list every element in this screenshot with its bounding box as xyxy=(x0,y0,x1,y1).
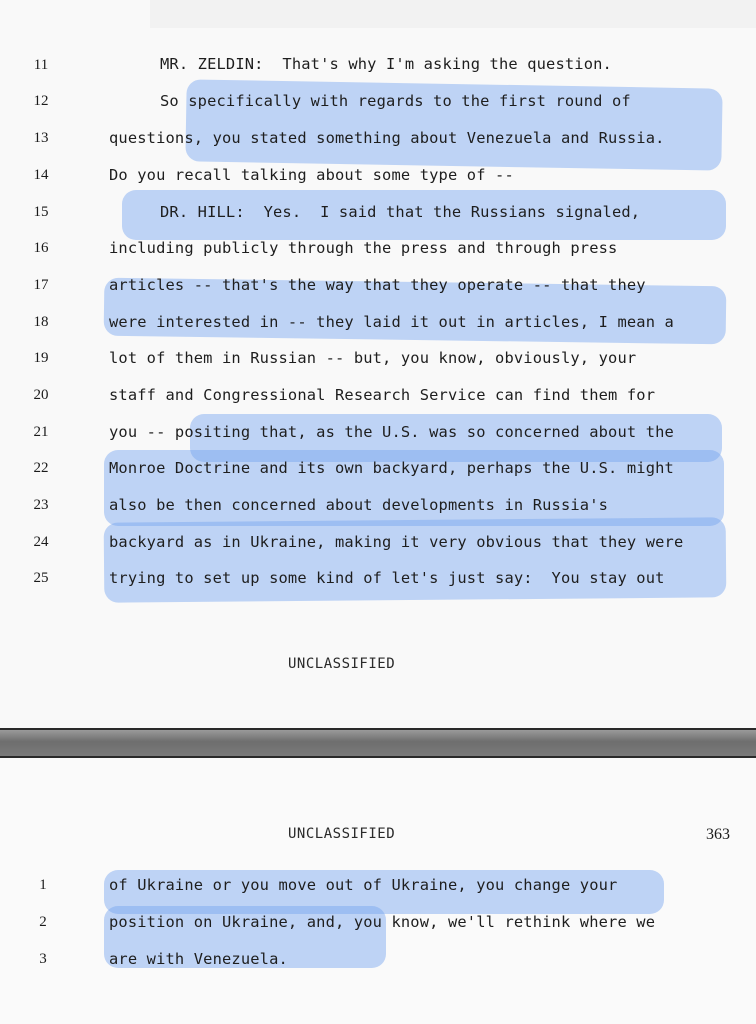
transcript-line: were interested in -- they laid it out in articles, I mean a xyxy=(109,313,674,331)
classification-footer: UNCLASSIFIED xyxy=(288,656,396,672)
transcript-line: MR. ZELDIN: That's why I'm asking the question. xyxy=(160,55,612,73)
transcript-line: trying to set up some kind of let's just say: You stay out xyxy=(109,569,665,587)
line-number: 21 xyxy=(33,424,49,440)
page-number: 363 xyxy=(706,826,730,843)
page-divider xyxy=(0,728,756,758)
line-number: 12 xyxy=(33,93,49,109)
line-number: 23 xyxy=(33,497,49,513)
transcript-line: staff and Congressional Research Service can find them for xyxy=(109,386,656,404)
transcript-line: you -- positing that, as the U.S. was so concerned about the xyxy=(109,423,674,441)
transcript-line: lot of them in Russian -- but, you know, obviously, your xyxy=(109,349,637,367)
classification-header: UNCLASSIFIED xyxy=(288,826,396,842)
line-number: 1 xyxy=(39,877,47,893)
line-number: 14 xyxy=(33,167,49,183)
transcript-line: articles -- that's the way that they operate -- that they xyxy=(109,276,646,294)
line-number: 17 xyxy=(33,277,49,293)
transcript-page-bottom xyxy=(0,758,756,1024)
line-number: 20 xyxy=(33,387,49,403)
line-number: 13 xyxy=(33,130,49,146)
transcript-line: questions, you stated something about Venezuela and Russia. xyxy=(109,129,665,147)
transcript-line: Monroe Doctrine and its own backyard, perhaps the U.S. might xyxy=(109,459,674,477)
transcript-line: including publicly through the press and through press xyxy=(109,239,618,257)
line-number: 22 xyxy=(33,460,49,476)
line-number: 16 xyxy=(33,240,49,256)
line-number: 15 xyxy=(33,204,49,220)
transcript-line: position on Ukraine, and, you know, we'll rethink where we xyxy=(109,913,656,931)
line-number: 3 xyxy=(39,951,47,967)
line-number: 25 xyxy=(33,570,49,586)
transcript-line: So specifically with regards to the first round of xyxy=(160,92,631,110)
transcript-line: DR. HILL: Yes. I said that the Russians signaled, xyxy=(160,203,641,221)
transcript-line: also be then concerned about developments in Russia's xyxy=(109,496,609,514)
transcript-line: Do you recall talking about some type of -- xyxy=(109,166,514,184)
line-number: 2 xyxy=(39,914,47,930)
line-number: 24 xyxy=(33,534,49,550)
scan-shading xyxy=(150,0,756,28)
line-number: 11 xyxy=(33,57,49,73)
line-number: 19 xyxy=(33,350,49,366)
highlight-stroke xyxy=(104,517,727,602)
transcript-line: backyard as in Ukraine, making it very obvious that they were xyxy=(109,533,684,551)
transcript-line: are with Venezuela. xyxy=(109,950,288,968)
transcript-line: of Ukraine or you move out of Ukraine, you change your xyxy=(109,876,618,894)
line-number: 18 xyxy=(33,314,49,330)
